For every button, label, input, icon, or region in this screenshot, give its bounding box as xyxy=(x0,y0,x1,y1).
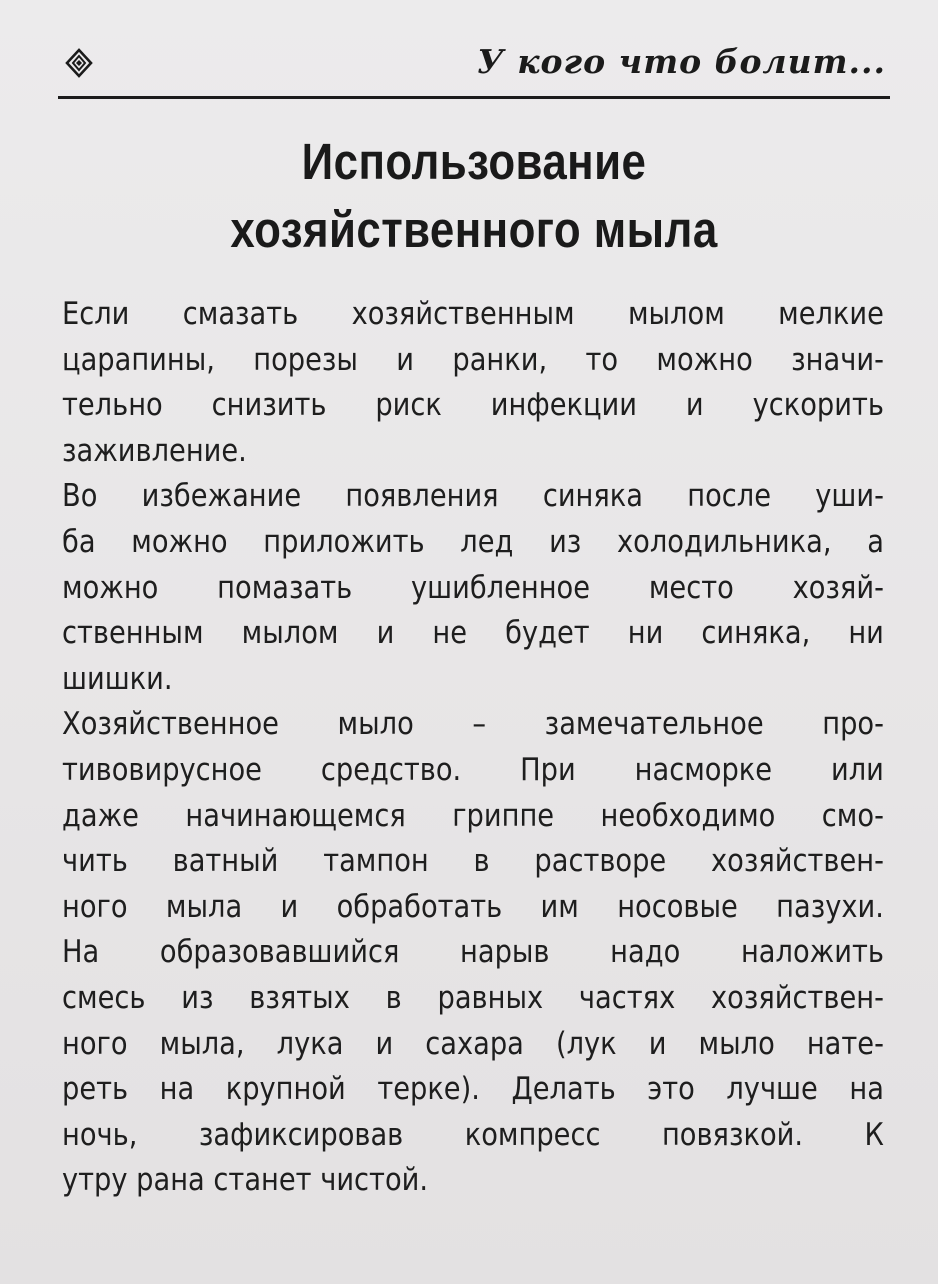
article-title xyxy=(116,128,832,264)
text-line: заживление. xyxy=(62,432,247,469)
text-line: ночь, зафиксировав компресс повязкой. К xyxy=(62,1116,884,1153)
text-line: тивовирусное средство. При насморке или xyxy=(62,751,884,788)
text-line: смесь из взятых в равных частях хозяйствен- xyxy=(62,979,884,1016)
text-line: тельно снизить риск инфекции и ускорить xyxy=(62,387,884,424)
article-title-line: хозяйственного мыла xyxy=(230,201,718,258)
text-line: шишки. xyxy=(62,660,173,697)
text-line: утру рана станет чистой. xyxy=(62,1162,429,1199)
text-line: На образовавшийся нарыв надо наложить xyxy=(62,934,884,971)
text-line: ного мыла, лука и сахара (лук и мыло нате- xyxy=(62,1025,884,1062)
text-line: Если смазать хозяйственным мылом мелкие xyxy=(62,296,884,332)
page-header xyxy=(58,40,890,99)
paragraph xyxy=(62,930,884,1204)
text-line: Во избежание появления синяка после уши- xyxy=(62,478,884,515)
text-line: ба можно приложить лед из холодильника, а xyxy=(62,523,884,560)
paragraph xyxy=(62,292,884,474)
text-line: даже начинающемся гриппе необходимо смо- xyxy=(62,797,884,834)
section-title: У кого что болит... xyxy=(476,42,886,81)
article-title-line: Использование xyxy=(301,133,647,190)
text-line: ного мыла и обработать им носовые пазухи. xyxy=(62,888,884,925)
text-line: Хозяйственное мыло – замечательное про- xyxy=(62,706,884,743)
text-line: чить ватный тампон в растворе хозяйствен- xyxy=(62,843,884,880)
text-line: реть на крупной терке). Делать это лучше на xyxy=(62,1071,884,1108)
text-line: царапины, порезы и ранки, то можно значи- xyxy=(62,341,884,378)
paragraph xyxy=(62,474,884,702)
article-body xyxy=(62,292,884,1204)
diamond-ornament-icon xyxy=(64,48,94,78)
text-line: можно помазать ушибленное место хозяй- xyxy=(62,569,884,606)
text-line: ственным мылом и не будет ни синяка, ни xyxy=(62,615,884,652)
paragraph xyxy=(62,702,884,930)
